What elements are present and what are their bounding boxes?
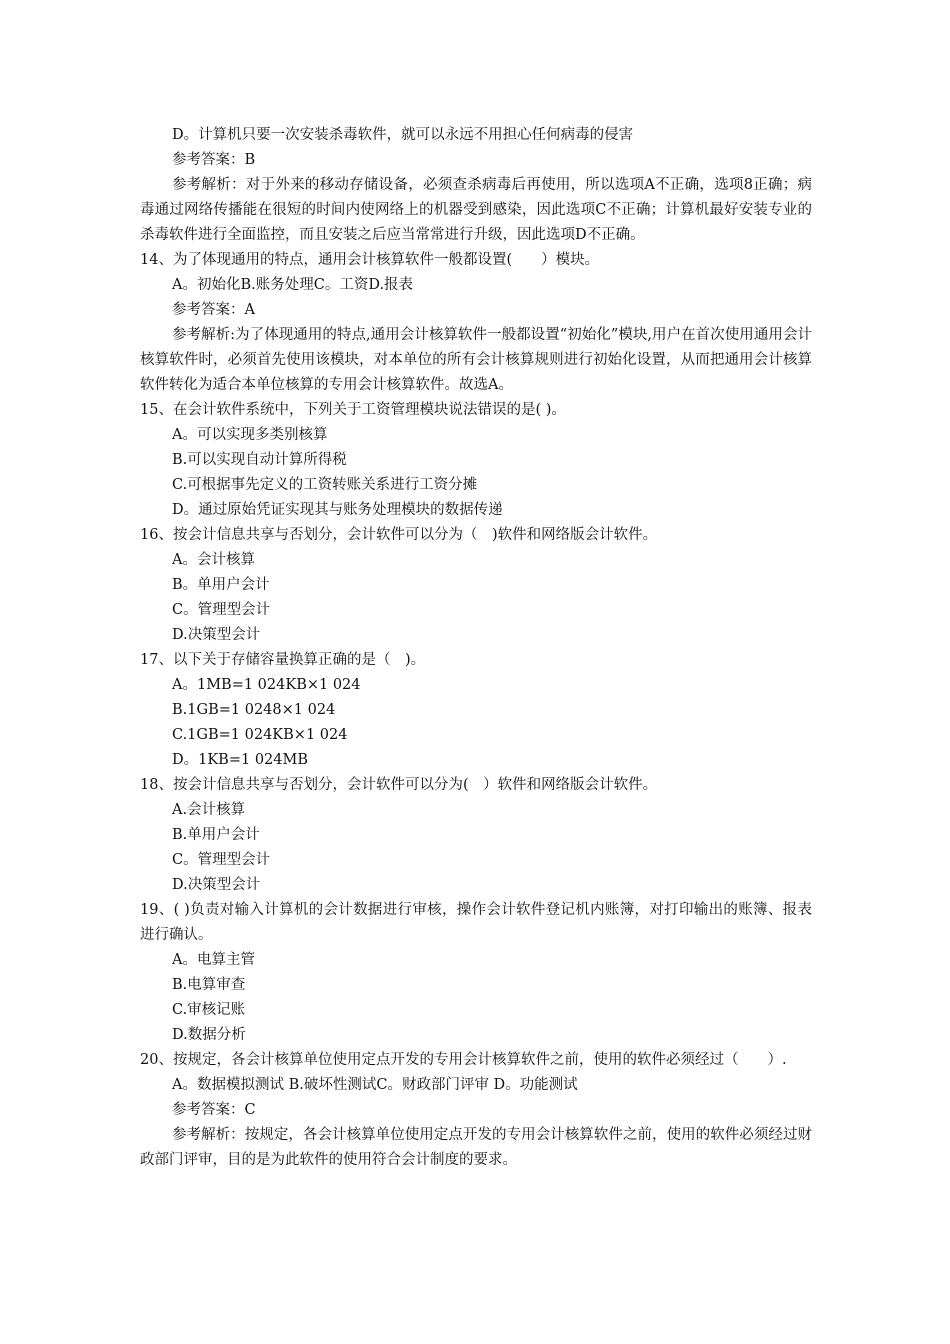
question-15: 15、在会计软件系统中，下列关于工资管理模块说法错误的是( )。 <box>140 402 566 418</box>
explanation-paragraph: 参考解析:为了体现通用的特点,通用会计核算软件一般都设置“初始化”模块,用户在首次使用通用会计核算软件时，必须首先使用该模块，对本单位的所有会计核算规则进行初始化设置，从而把通用会计核算软件转化为适合本单位核算的专用会计核算软件。故选A。 <box>140 327 812 393</box>
option-line: D。计算机只要一次安装杀毒软件，就可以永远不用担心任何病毒的侵害 <box>172 127 634 143</box>
option-line: D。1KB=1 024MB <box>172 752 309 768</box>
answer-line: 参考答案：A <box>172 302 255 318</box>
option-line: C.1GB=1 024KB×1 024 <box>172 727 348 743</box>
option-line: D.数据分析 <box>172 1027 246 1043</box>
option-line: B.1GB=1 0248×1 024 <box>172 702 336 718</box>
option-line: B.可以实现自动计算所得税 <box>172 452 347 468</box>
answer-line: 参考答案：B <box>172 152 256 168</box>
option-line: A。电算主管 <box>172 952 255 968</box>
option-line: A。1MB=1 024KB×1 024 <box>172 677 361 693</box>
explanation-paragraph: 参考解析：按规定，各会计核算单位使用定点开发的专用会计核算软件之前，使用的软件必须经过财政部门评审，目的是为此软件的使用符合会计制度的要求。 <box>140 1127 812 1168</box>
question-20: 20、按规定，各会计核算单位使用定点开发的专用会计核算软件之前，使用的软件必须经过（ ）. <box>140 1052 787 1068</box>
option-line: C。管理型会计 <box>172 852 271 868</box>
option-line: D。通过原始凭证实现其与账务处理模块的数据传递 <box>172 502 503 518</box>
option-line: A.会计核算 <box>172 802 246 818</box>
option-line: D.决策型会计 <box>172 877 261 893</box>
option-line: A。数据模拟测试 B.破坏性测试C。财政部门评审 D。功能测试 <box>172 1077 578 1093</box>
option-line: A。可以实现多类别核算 <box>172 427 328 443</box>
question-19: 19、( )负责对输入计算机的会计数据进行审核，操作会计软件登记机内账簿，对打印输出的账簿、报表进行确认。 <box>140 902 812 943</box>
question-16: 16、按会计信息共享与否划分，会计软件可以分为（ )软件和网络版会计软件。 <box>140 527 658 543</box>
option-line: B。单用户会计 <box>172 577 270 593</box>
option-line: C.可根据事先定义的工资转账关系进行工资分摊 <box>172 477 478 493</box>
option-line: A。初始化B.账务处理C。工资D.报表 <box>172 277 414 293</box>
option-line: B.电算审查 <box>172 977 246 993</box>
option-line: A。会计核算 <box>172 552 255 568</box>
option-line: C。管理型会计 <box>172 602 271 618</box>
option-line: B.单用户会计 <box>172 827 260 843</box>
answer-line: 参考答案：C <box>172 1102 256 1118</box>
explanation-paragraph: 参考解析：对于外来的移动存储设备，必须查杀病毒后再使用，所以选项A不正确，选项8正确；病毒通过网络传播能在很短的时间内使网络上的机器受到感染，因此选项C不正确；计算机最好安装专业的杀毒软件进行全面监控，而且安装之后应当常常进行升级，因此选项D不正确。 <box>140 177 812 243</box>
question-17: 17、以下关于存储容量换算正确的是（ )。 <box>140 652 426 668</box>
option-line: C.审核记账 <box>172 1002 246 1018</box>
option-line: D.决策型会计 <box>172 627 261 643</box>
question-18: 18、按会计信息共享与否划分，会计软件可以分为( ）软件和网络版会计软件。 <box>140 777 658 793</box>
question-14: 14、为了体现通用的特点，通用会计核算软件一般都设置( ）模块。 <box>140 252 600 268</box>
